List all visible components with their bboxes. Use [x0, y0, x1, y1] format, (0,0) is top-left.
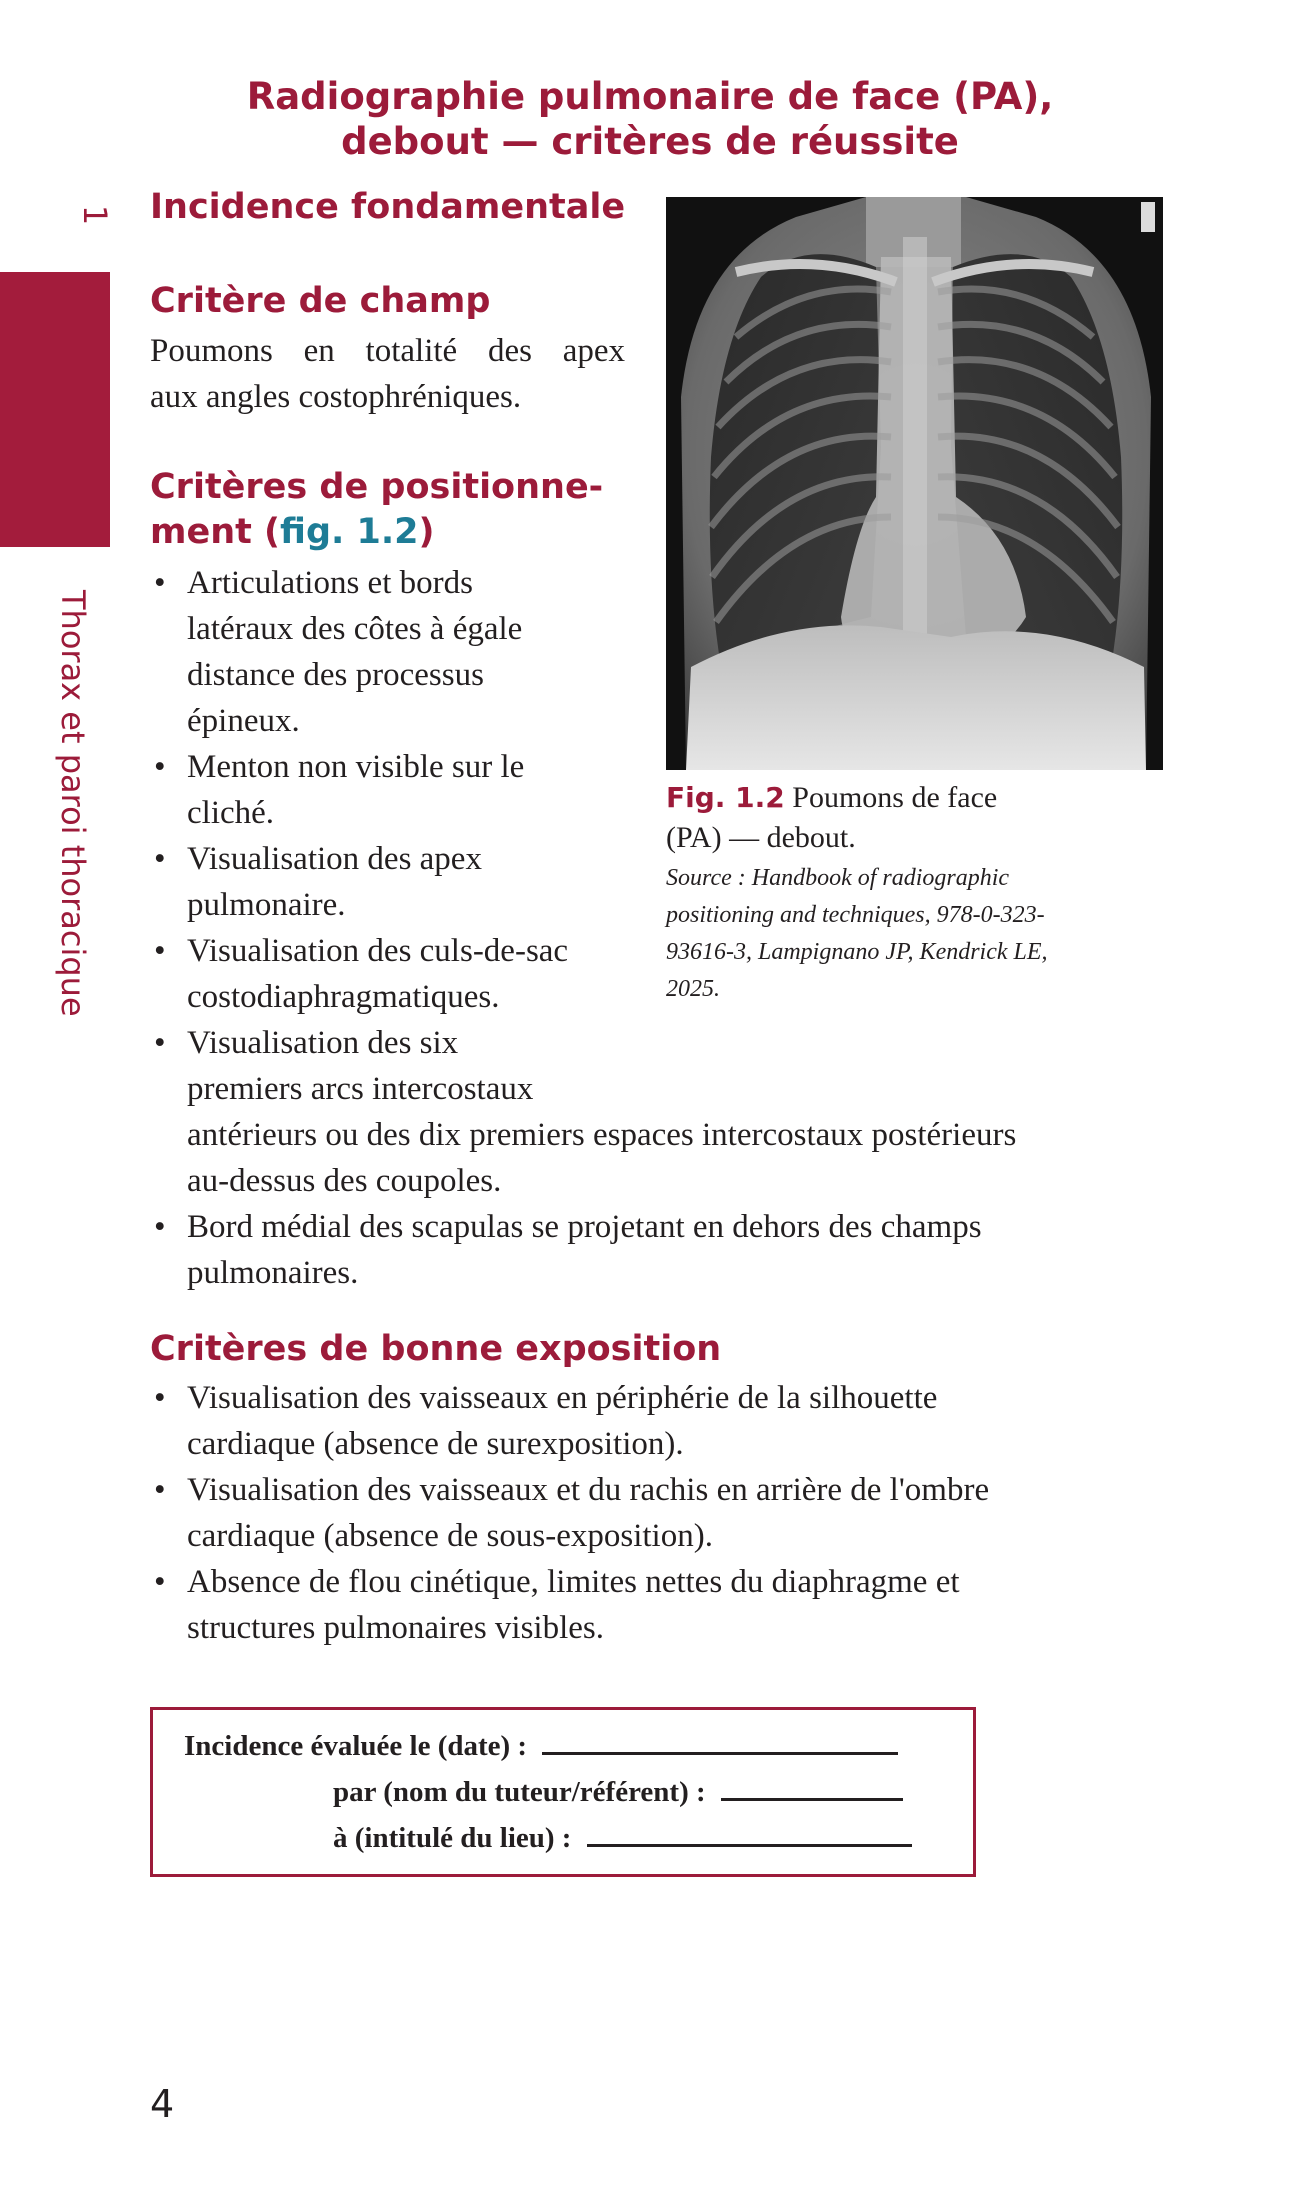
list-item-line: cardiaque (absence de surexposition).	[187, 1426, 684, 1462]
list-item-line: Articulations et bords	[187, 565, 473, 601]
chapter-tab-bar	[0, 272, 110, 547]
list-item-line: cardiaque (absence de sous-exposition).	[187, 1518, 713, 1554]
positionnement-heading-line-2-suffix: )	[418, 512, 435, 552]
positionnement-heading-line-1: Critères de positionne-	[150, 467, 604, 507]
incidence-heading: Incidence fondamentale	[150, 187, 626, 227]
list-item	[150, 1467, 1170, 1559]
figure-source-line: 93616-3, Lampignano JP, Kendrick LE,	[666, 939, 1048, 965]
list-item-line: pulmonaire.	[187, 887, 346, 923]
list-item-line: pulmonaires.	[187, 1255, 359, 1291]
place-field[interactable]	[587, 1826, 912, 1847]
figure-source-line: Source : Handbook of radiographic	[666, 865, 1010, 891]
bullet-icon: •	[154, 565, 166, 601]
list-item-line: cliché.	[187, 795, 275, 831]
list-item-line: Bord médial des scapulas se projetant en dehors des champs	[187, 1209, 982, 1245]
tutor-field[interactable]	[721, 1780, 903, 1801]
chest-xray-image	[666, 197, 1163, 770]
bullet-icon: •	[154, 933, 166, 969]
list-item-line: premiers arcs intercostaux	[187, 1071, 534, 1107]
date-row	[184, 1730, 898, 1763]
figure-source-line: 2025.	[666, 976, 720, 1002]
figure-caption-line-2: (PA) — debout.	[666, 821, 856, 854]
champ-text-line-2: aux angles costophréniques.	[150, 379, 522, 415]
tutor-row	[333, 1776, 903, 1809]
tutor-label: par (nom du tuteur/référent) :	[333, 1776, 706, 1808]
champ-text	[150, 328, 625, 420]
bullet-icon: •	[154, 841, 166, 877]
date-field[interactable]	[542, 1734, 898, 1755]
list-item-line: épineux.	[187, 703, 300, 739]
list-item-line: Visualisation des apex	[187, 841, 482, 877]
bullet-icon: •	[154, 1564, 166, 1600]
list-item-line: Visualisation des six	[187, 1025, 459, 1061]
page-title	[150, 74, 1150, 164]
list-item-line: Visualisation des culs-de-sac	[187, 933, 569, 969]
list-item-line: Visualisation des vaisseaux en périphérie de la silhouette	[187, 1380, 938, 1416]
place-row	[333, 1822, 912, 1855]
bullet-icon: •	[154, 1209, 166, 1245]
chapter-number: 1	[76, 204, 114, 226]
list-item-line: costodiaphragmatiques.	[187, 979, 500, 1015]
champ-heading: Critère de champ	[150, 281, 491, 321]
list-item-line: structures pulmonaires visibles.	[187, 1610, 605, 1646]
figure-reference-link[interactable]: fig. 1.2	[280, 512, 419, 552]
list-item	[150, 1375, 1170, 1467]
list-item-line: antérieurs ou des dix premiers espaces intercostaux postérieurs	[187, 1117, 1017, 1153]
champ-text-line-1: Poumons en totalité des apex	[150, 333, 625, 369]
figure-caption-line-1: Poumons de face	[792, 781, 998, 814]
list-item-line: distance des processus	[187, 657, 484, 693]
list-item	[150, 1020, 1170, 1204]
figure-caption	[666, 778, 1166, 1008]
figure-source	[666, 860, 1166, 1008]
positionnement-heading-line-2-prefix: ment (	[150, 512, 281, 552]
list-item-line: latéraux des côtes à égale	[187, 611, 523, 647]
evaluation-form	[150, 1707, 976, 1877]
chest-xray-drawing	[666, 197, 1163, 770]
place-label: à (intitulé du lieu) :	[333, 1822, 572, 1854]
date-label: Incidence évaluée le (date) :	[184, 1730, 528, 1762]
figure-label: Fig. 1.2	[666, 781, 785, 814]
positionnement-heading	[150, 465, 603, 555]
bullet-icon: •	[154, 749, 166, 785]
page-title-line-1: Radiographie pulmonaire de face (PA),	[246, 75, 1054, 118]
page-number: 4	[150, 2082, 175, 2126]
list-item-line: Visualisation des vaisseaux et du rachis en arrière de l'ombre	[187, 1472, 990, 1508]
bullet-icon: •	[154, 1472, 166, 1508]
bullet-icon: •	[154, 1380, 166, 1416]
list-item	[150, 1559, 1170, 1651]
list-item-line: Menton non visible sur le	[187, 749, 525, 785]
list-item-line: au-dessus des coupoles.	[187, 1163, 502, 1199]
bullet-icon: •	[154, 1025, 166, 1061]
list-item	[150, 1204, 1170, 1296]
exposition-list	[150, 1375, 1170, 1651]
chapter-label: Thorax et paroi thoracique	[54, 590, 92, 1017]
page-title-line-2: debout — critères de réussite	[341, 120, 959, 163]
figure-source-line: positioning and techniques, 978-0-323-	[666, 902, 1045, 928]
exposition-heading: Critères de bonne exposition	[150, 1329, 722, 1369]
list-item-line: Absence de flou cinétique, limites nettes du diaphragme et	[187, 1564, 960, 1600]
